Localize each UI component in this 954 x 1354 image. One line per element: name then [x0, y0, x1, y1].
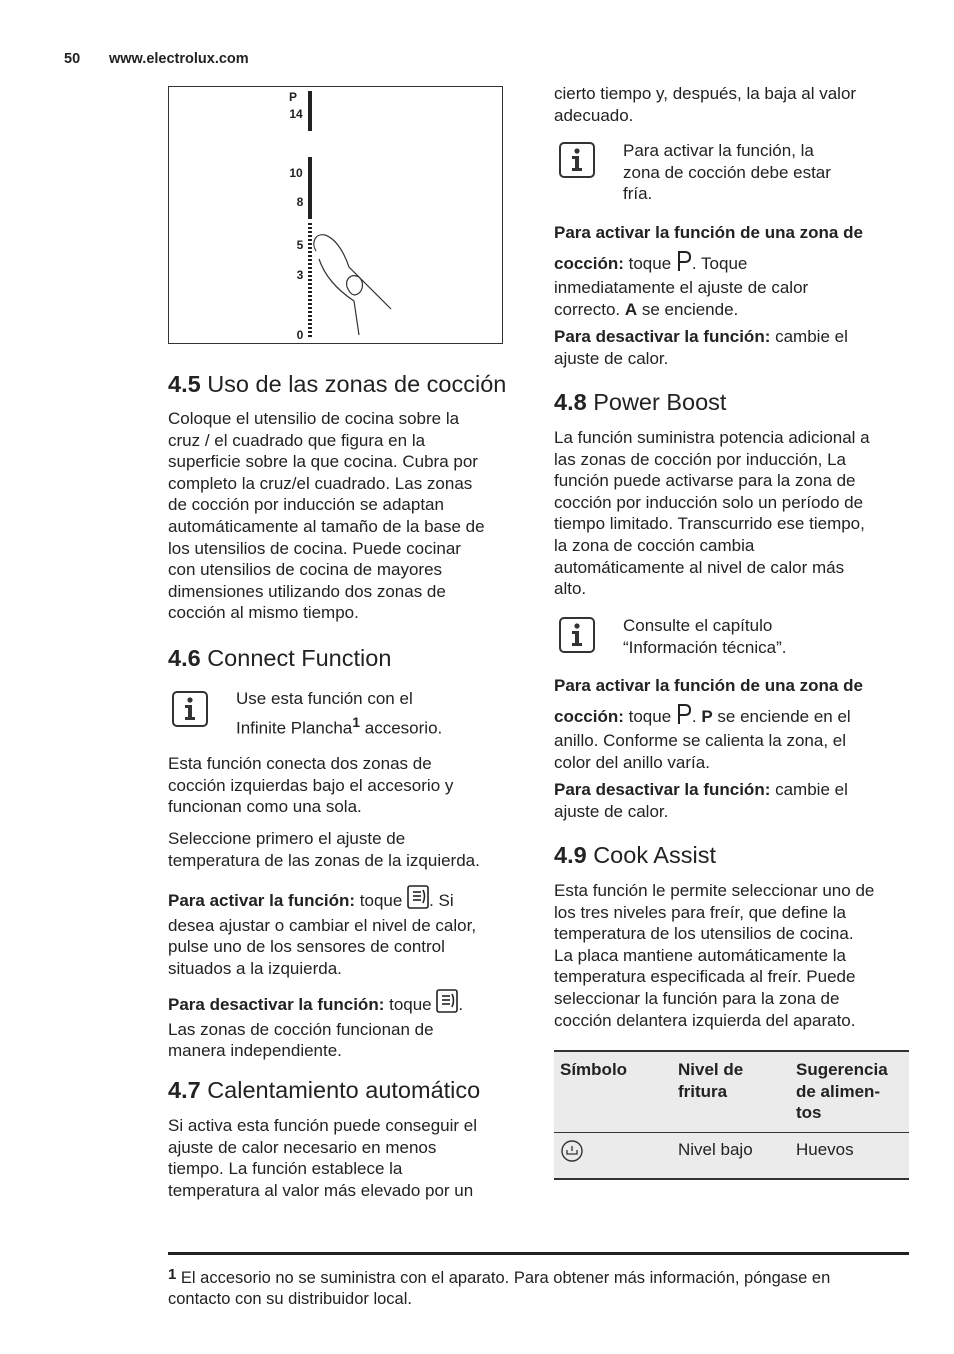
scale-label-3: 3: [296, 268, 304, 282]
p-key-icon: [676, 703, 692, 731]
finger-drawing: [314, 235, 391, 335]
s47-info-text: Para activar la función, la zona de cocción debe estar fría.: [623, 141, 831, 204]
info-icon: [559, 142, 595, 178]
s47-activate: Para activar la función de una zona de cocción: toque . Toque inmediatamente el ajuste de calor correcto. A se enciende.: [554, 223, 863, 319]
info-icon: [172, 691, 208, 727]
s45-body: Coloque el utensilio de cocina sobre la cruz / el cuadrado que figura en la superficie sobre la que cocina. Cubra por completo la cruz/el cuadrado. Las zonas de cocción por inducción se adaptan automáticamente al tamaño de la base de los utensilios de cocina. Puede cocinar con utensilios de cocina de mayores dimensiones utilizando dos zonas de cocción al mismo tiempo.: [168, 409, 485, 623]
header-food: Sugerencia de alimen- tos: [790, 1051, 909, 1132]
heading-4-9: 4.9 Cook Assist: [554, 842, 716, 868]
s48-body: La función suministra potencia adicional a las zonas de cocción por inducción, La función puede activarse para la zona de cocción por inducción solo un período de tiempo limitado. Transcurrido ese tiempo, la zona de cocción cambia automáticamente al nivel de calor más alto.: [554, 428, 870, 599]
heading-4-7: 4.7 Calentamiento automático: [168, 1077, 481, 1103]
p-key-icon: [676, 250, 692, 278]
connect-function-icon: [436, 989, 458, 1019]
heading-4-5: 4.5 Uso de las zonas de cocción: [168, 371, 507, 397]
connect-function-icon: [407, 885, 429, 915]
website-url: www.electrolux.com: [109, 51, 249, 67]
s48-deactivate: Para desactivar la función: cambie el ajuste de calor.: [554, 780, 848, 821]
scale-bar-mid: [308, 157, 312, 219]
s49-body: Esta función le permite seleccionar uno de los tres niveles para freír, que define la temperatura de los utensilios de cocina. La placa mantiene automáticamente la temperatura especificada al freír. Puede seleccionar la función para la zona de cocción delantera izquierda del aparato.: [554, 881, 875, 1030]
scale-label-14: 14: [289, 107, 303, 121]
fingernail-drawing: [347, 276, 363, 295]
s46-info-text: Use esta función con el Infinite Plancha$^1$ accesorio.: [236, 689, 443, 738]
info-icon: [559, 617, 595, 653]
s46-paragraph-1: Esta función conecta dos zonas de cocción izquierdas bajo el accesorio y funcionan como una sola.: [168, 754, 454, 817]
s46-paragraph-2: Seleccione primero el ajuste de temperatura de las zonas de la izquierda.: [168, 829, 480, 870]
s47-deactivate: Para desactivar la función: cambie el ajuste de calor.: [554, 327, 848, 368]
header-level: Nivel de fritura: [672, 1051, 790, 1132]
table-row: [554, 1132, 909, 1179]
scale-label-p: P: [288, 90, 298, 104]
footnote-rule: [168, 1252, 909, 1255]
scale-label-10: 10: [289, 166, 303, 180]
page-number: 50: [64, 51, 81, 67]
s48-activate: Para activar la función de una zona de cocción: toque . P se enciende en el anillo. Conforme se calienta la zona, el color del anillo varía.: [554, 676, 863, 772]
heading-4-6: 4.6 Connect Function: [168, 645, 392, 671]
footnote: $^1$ El accesorio no se suministra con el aparato. Para obtener más información, póngase en contacto con su distribuidor local.: [168, 1266, 831, 1308]
slider-illustration: [169, 87, 502, 343]
cook-assist-table: [554, 1050, 909, 1180]
level-cell: Nivel bajo: [672, 1132, 790, 1179]
s46-activate: Para activar la función: toque . Si desea ajustar o cambiar el nivel de calor, pulse uno de los sensores de control situados a la izquierda.: [168, 885, 476, 979]
s47-body-right: cierto tiempo y, después, la baja al valor adecuado.: [554, 84, 857, 125]
footnote-mark: 1: [168, 1266, 177, 1283]
scale-label-0: 0: [296, 328, 304, 342]
symbol-cell: [554, 1132, 672, 1179]
scale-bar-top: [308, 91, 312, 131]
scale-label-8: 8: [296, 195, 304, 209]
food-cell: Huevos: [790, 1132, 909, 1179]
s48-info-text: Consulte el capítulo “Información técnica”.: [623, 616, 787, 657]
table-header-row: [554, 1051, 909, 1132]
slider-figure: [168, 86, 503, 344]
scale-label-5: 5: [296, 238, 304, 252]
s47-body-left: Si activa esta función puede conseguir el ajuste de calor necesario en menos tiempo. La función establece la temperatura al valor más elevado por un: [168, 1116, 478, 1200]
s46-deactivate: Para desactivar la función: toque . Las zonas de cocción funcionan de manera independiente.: [168, 989, 463, 1062]
header-symbol: Símbolo: [554, 1051, 672, 1132]
heading-4-8: 4.8 Power Boost: [554, 389, 727, 415]
low-level-icon: [560, 1148, 584, 1167]
